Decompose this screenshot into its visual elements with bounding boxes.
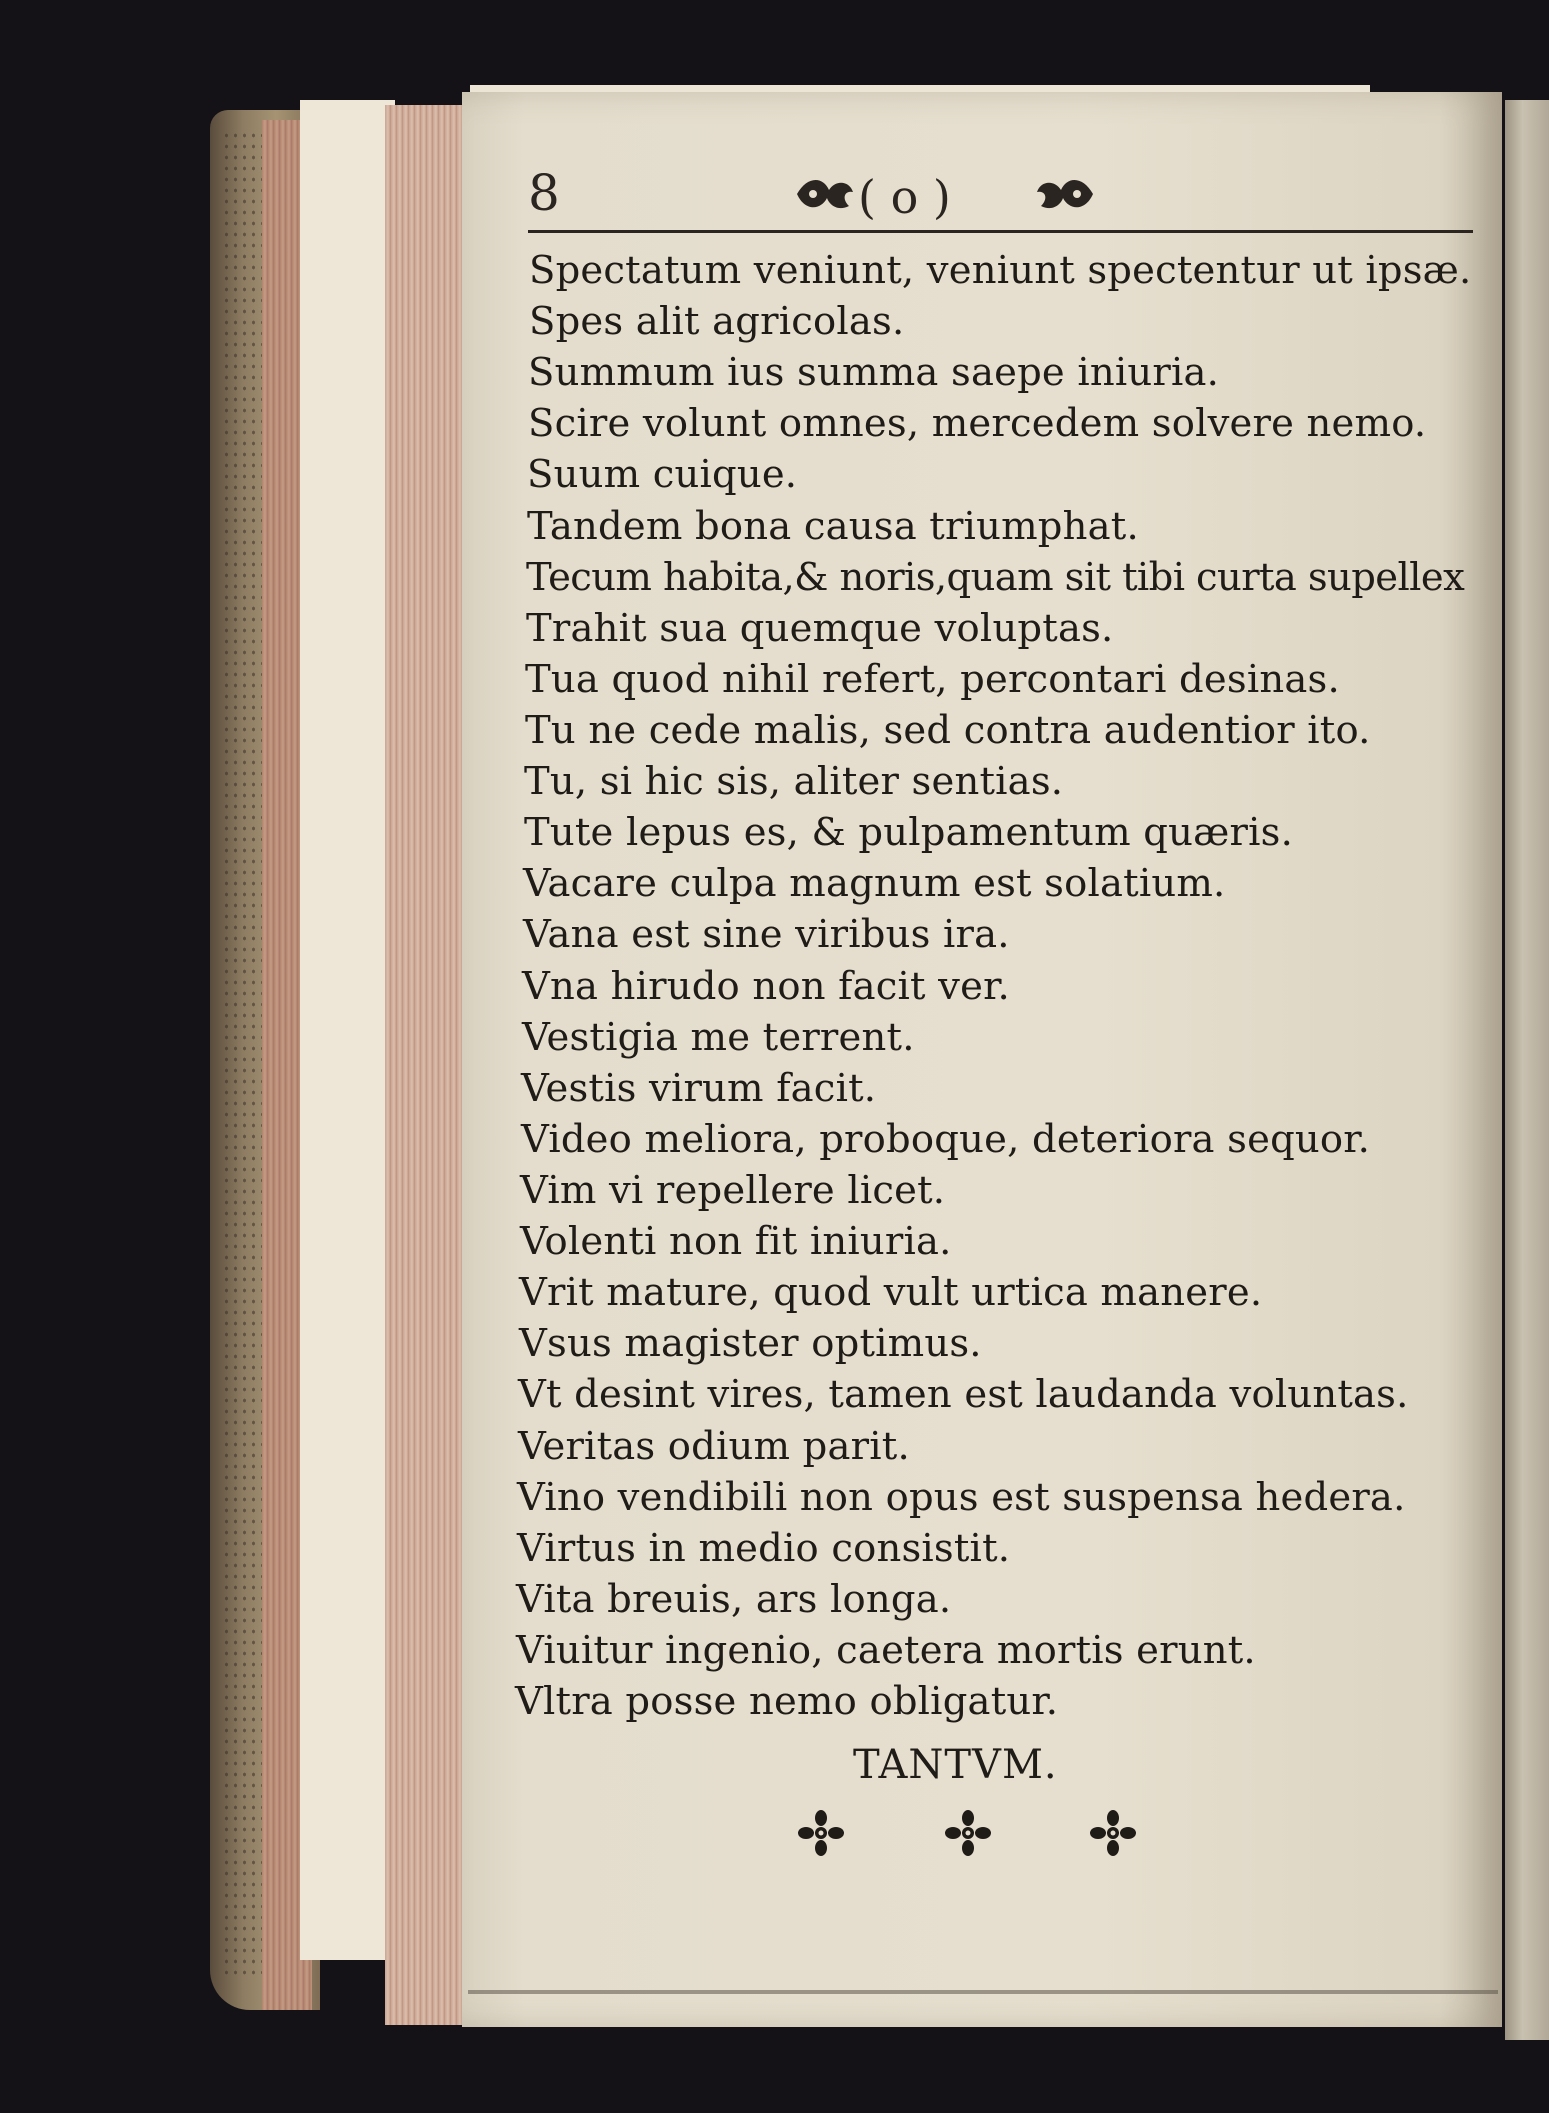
closing-word: TANTVM. — [853, 1742, 1058, 1788]
text-line: Tu ne cede malis, sed contra audentior ito. — [525, 708, 1371, 753]
text-line: Tua quod nihil refert, percontari desinas. — [525, 657, 1340, 702]
header-rule — [528, 230, 1473, 233]
page-bottom-shadow — [468, 1990, 1498, 1994]
text-line: Vsus magister optimus. — [519, 1321, 982, 1366]
text-line: Tute lepus es, & pulpamentum quæris. — [524, 810, 1294, 855]
flyleaf-edge — [300, 100, 395, 1960]
text-line: Video meliora, proboque, deteriora sequor. — [521, 1117, 1371, 1162]
facing-page-edge — [1505, 100, 1549, 2040]
text-line: Vacare culpa magnum est solatium. — [523, 861, 1226, 906]
text-line: Volenti non fit iniuria. — [520, 1219, 952, 1264]
text-line: Suum cuique. — [527, 452, 798, 497]
show-through-text — [1140, 320, 1480, 1820]
page-number: 8 — [528, 164, 560, 222]
text-line: Tecum habita,& noris,quam sit tibi curta supellex — [526, 555, 1465, 600]
text-line: Vna hirudo non facit ver. — [522, 964, 1010, 1009]
text-line: Tu, si hic sis, aliter sentias. — [524, 759, 1064, 804]
text-line: Veritas odium parit. — [518, 1424, 910, 1469]
text-line: Scire volunt omnes, mercedem solvere nemo. — [528, 401, 1427, 446]
text-line: Trahit sua quemque voluptas. — [526, 606, 1114, 651]
text-line: Tandem bona causa triumphat. — [527, 504, 1139, 549]
text-line: Spes alit agricolas. — [529, 299, 905, 344]
text-line: Vt desint vires, tamen est laudanda voluntas. — [518, 1372, 1409, 1417]
text-line: Vestigia me terrent. — [522, 1015, 915, 1060]
page-header — [528, 164, 1468, 228]
rosette-ornament-icon — [945, 1810, 991, 1856]
text-line: Vestis virum facit. — [521, 1066, 877, 1111]
fleuron-right-icon — [1033, 172, 1097, 216]
text-line: Viuitur ingenio, caetera mortis erunt. — [516, 1628, 1256, 1673]
text-line: Vltra posse nemo obligatur. — [515, 1679, 1059, 1724]
page-edges-inner — [385, 105, 465, 2025]
text-line: Vita breuis, ars longa. — [516, 1577, 952, 1622]
text-line: Vrit mature, quod vult urtica manere. — [519, 1270, 1263, 1315]
rosette-ornament-icon — [798, 1810, 844, 1856]
text-line: Spectatum veniunt, veniunt spectentur ut ipsæ. — [529, 248, 1472, 293]
text-line: Summum ius summa saepe iniuria. — [528, 350, 1220, 395]
text-line: Vana est sine viribus ira. — [523, 912, 1010, 957]
text-line: Vim vi repellere licet. — [520, 1168, 946, 1213]
text-line: Vino vendibili non opus est suspensa hedera. — [517, 1475, 1406, 1520]
fleuron-left-icon — [793, 172, 857, 216]
rosette-ornament-icon — [1090, 1810, 1136, 1856]
text-line: Virtus in medio consistit. — [517, 1526, 1011, 1571]
running-head: ( o ) — [858, 170, 951, 224]
